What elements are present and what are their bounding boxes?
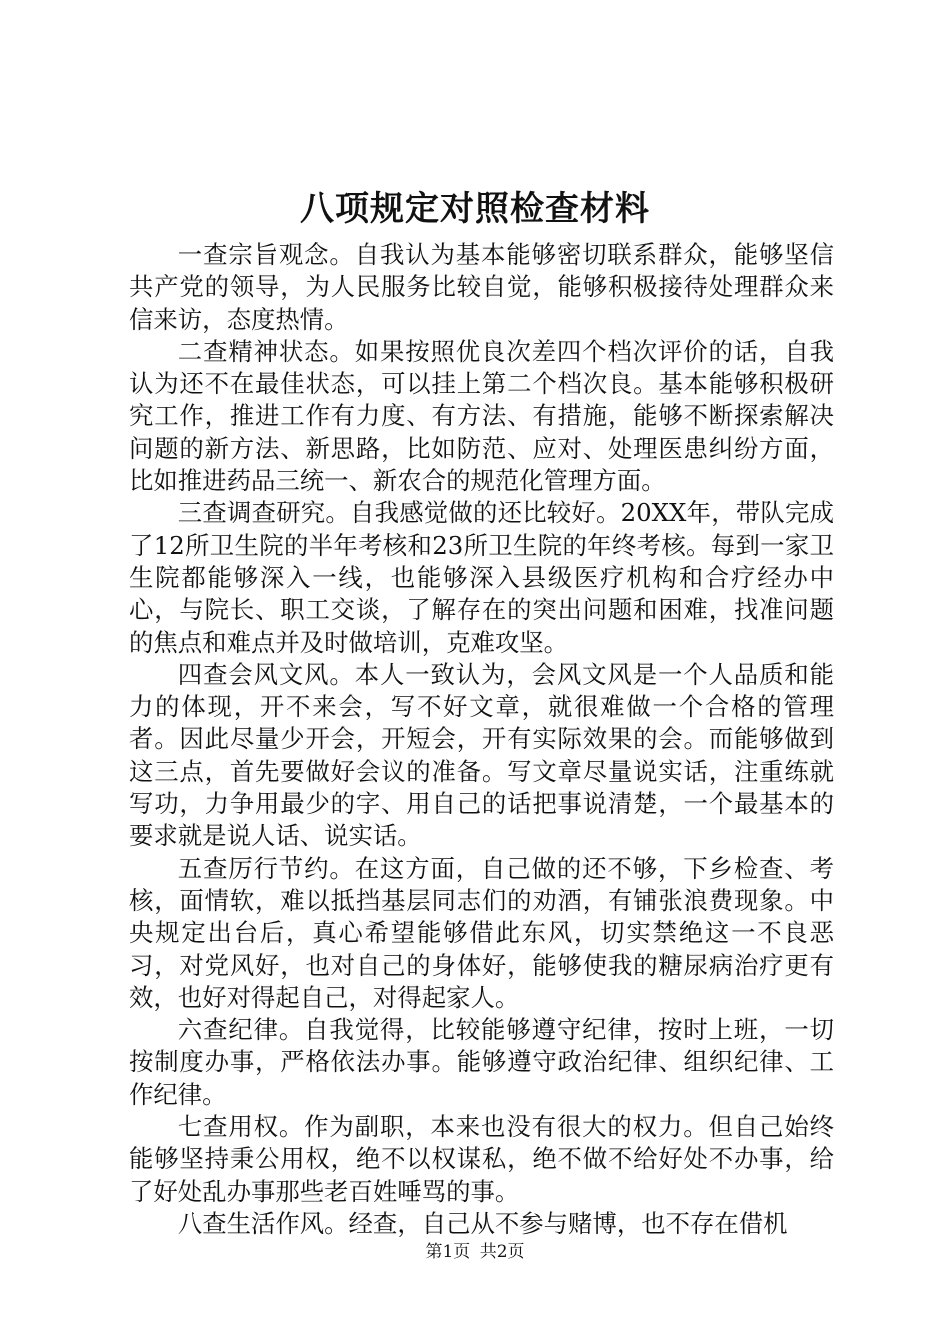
paragraph-1: 一查宗旨观念。自我认为基本能够密切联系群众，能够坚信共产党的领导，为人民服务比较自觉，能够积极接待处理群众来信来访，态度热情。 <box>129 240 834 334</box>
page-footer <box>0 1240 950 1264</box>
paragraph-5: 五查厉行节约。在这方面，自己做的还不够，下乡检查、考核，面情软，难以抵挡基层同志们的劝酒，有铺张浪费现象。中央规定出台后，真心希望能够借此东风，切实禁绝这一不良恶习，对党风好，也对自己的身体好，能够使我的糖尿病治疗更有效，也好对得起自己，对得起家人。 <box>129 853 834 1012</box>
paragraph-2: 二查精神状态。如果按照优良次差四个档次评价的话，自我认为还不在最佳状态，可以挂上第二个档次良。基本能够积极研究工作，推进工作有力度、有方法、有措施，能够不断探索解决问题的新方法、新思路，比如防范、应对、处理医患纠纷方面，比如推进药品三统一、新农合的规范化管理方面。 <box>129 336 834 496</box>
page-number: 第1页 <box>425 1242 471 1262</box>
paragraph-3: 三查调查研究。自我感觉做的还比较好。20XX年，带队完成了12所卫生院的半年考核和23所卫生院的年终考核。每到一家卫生院都能够深入一线，也能够深入县级医疗机构和合疗经办中心，与院长、职工交谈，了解存在的突出问题和困难，找准问题的焦点和难点并及时做培训，克难攻坚。 <box>129 498 834 657</box>
page-total: 共2页 <box>479 1242 525 1262</box>
paragraph-8: 八查生活作风。经查，自己从不参与赌博，也不存在借机 <box>177 1208 788 1238</box>
document-body <box>129 239 834 1240</box>
paragraph-4: 四查会风文风。本人一致认为，会风文风是一个人品质和能力的体现，开不来会，写不好文章，就很难做一个合格的管理者。因此尽量少开会，开短会，开有实际效果的会。而能够做到这三点，首先要做好会议的准备。写文章尽量说实话，注重练就写功，力争用最少的字、用自己的话把事说清楚，一个最基本的要求就是说人话、说实话。 <box>129 659 834 851</box>
paragraph-7: 七查用权。作为副职，本来也没有很大的权力。但自己始终能够坚持秉公用权，绝不以权谋私，绝不做不给好处不办事，给了好处乱办事那些老百姓唾骂的事。 <box>129 1112 834 1206</box>
document-title: 八项规定对照检查材料 <box>300 189 650 229</box>
paragraph-6: 六查纪律。自我觉得，比较能够遵守纪律，按时上班，一切按制度办事，严格依法办事。能够遵守政治纪律、组织纪律、工作纪律。 <box>129 1015 834 1109</box>
